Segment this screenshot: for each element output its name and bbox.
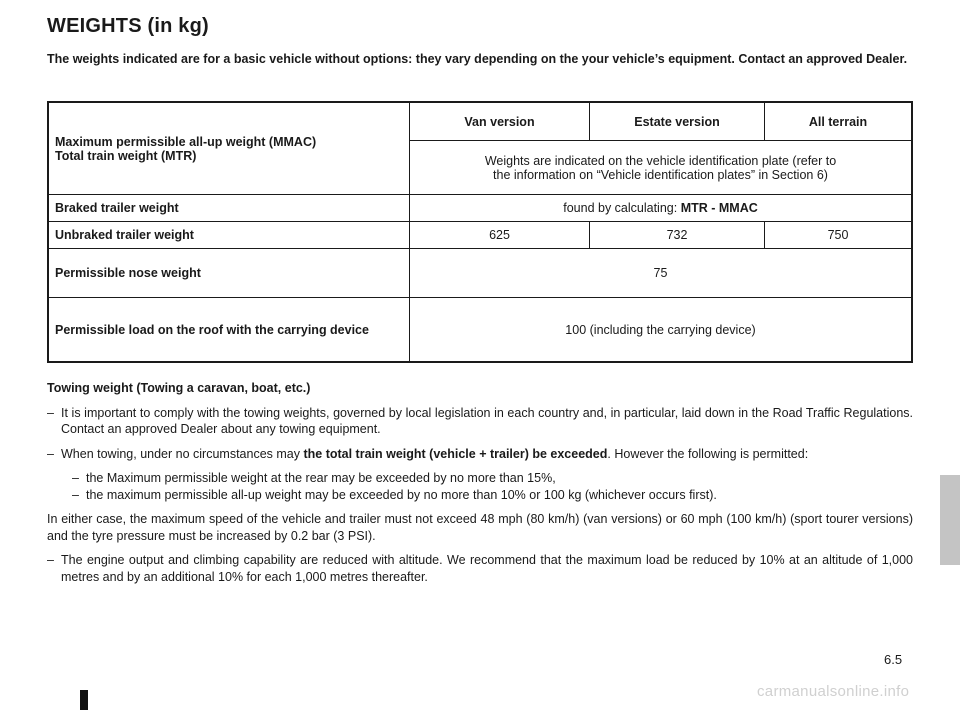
- column-header-van: Van version: [410, 102, 590, 141]
- mtr-label-line2: Total train weight (MTR): [55, 148, 197, 163]
- unbraked-van-value: 625: [410, 222, 590, 249]
- column-header-all-terrain: All terrain: [765, 102, 913, 141]
- plate-note-line1: Weights are indicated on the vehicle identification plate (refer to: [484, 153, 837, 168]
- towing-sub-item-2: the maximum permissible all-up weight may be exceeded by no more than 10% or 100 kg (whichever occurs first).: [86, 487, 717, 502]
- braked-trailer-label: Braked trailer weight: [48, 195, 410, 222]
- page-title: WEIGHTS (in kg): [47, 15, 209, 37]
- dash-mark: –: [47, 553, 54, 567]
- table-row: [48, 222, 912, 249]
- roof-load-label: Permissible load on the roof with the carrying device: [48, 298, 410, 363]
- table-row: [48, 298, 912, 363]
- plate-note: [410, 141, 913, 195]
- dash-mark: –: [72, 471, 79, 485]
- roof-load-value: 100 (including the carrying device): [410, 298, 913, 363]
- intro-paragraph: The weights indicated are for a basic vehicle without options: they vary depending on the your vehicle’s equipment. Contact an approved Dealer.: [47, 52, 908, 66]
- list-item: [47, 470, 913, 487]
- dash-mark: –: [47, 446, 54, 461]
- table-row: [48, 102, 912, 141]
- page-number: 6.5: [884, 652, 903, 667]
- section-tab: [940, 475, 960, 565]
- list-item: [47, 446, 913, 463]
- braked-trailer-value: [410, 195, 913, 222]
- towing-item-2-pre: When towing, under no circumstances may: [61, 446, 304, 461]
- braked-prefix: found by calculating:: [563, 201, 678, 215]
- weights-table: [47, 101, 913, 363]
- column-header-estate: Estate version: [590, 102, 765, 141]
- nose-weight-value: 75: [410, 249, 913, 298]
- towing-item-2-post: . However the following is permitted:: [607, 446, 809, 461]
- towing-sub-item-1: the Maximum permissible weight at the rear may be exceeded by no more than 15%,: [86, 471, 556, 485]
- unbraked-trailer-label: Unbraked trailer weight: [48, 222, 410, 249]
- unbraked-estate-value: 732: [590, 222, 765, 249]
- plate-note-line2: the information on “Vehicle identification plates” in Section 6): [493, 167, 828, 182]
- corner-mark: [80, 690, 88, 710]
- watermark: carmanualsonline.info: [757, 683, 910, 700]
- mmac-label: [48, 102, 410, 195]
- towing-item-3: The engine output and climbing capability are reduced with altitude. We recommend that the maximum load be reduced by 10% at an altitude of 1,000 metres and by an additional 10% for each 1,000 metres thereafter.: [61, 553, 913, 584]
- towing-heading: Towing weight (Towing a caravan, boat, etc.): [47, 381, 311, 395]
- list-item: [47, 487, 913, 504]
- list-item: [47, 552, 913, 585]
- towing-section: [47, 380, 913, 593]
- unbraked-all-terrain-value: 750: [765, 222, 913, 249]
- towing-item-1: It is important to comply with the towing weights, governed by local legislation in each country and, in particular, laid down in the Road Traffic Regulations. Contact an approved Dealer about any towing equipment.: [61, 405, 913, 436]
- towing-item-2-bold: the total train weight (vehicle + trailer) be exceeded: [303, 446, 608, 461]
- table-row: [48, 249, 912, 298]
- nose-weight-label: Permissible nose weight: [48, 249, 410, 298]
- dash-mark: –: [72, 487, 79, 502]
- dash-mark: –: [47, 405, 54, 420]
- list-item: [47, 405, 913, 438]
- mmac-label-line1: Maximum permissible all-up weight (MMAC): [55, 134, 317, 149]
- braked-formula: MTR - MMAC: [680, 201, 758, 215]
- table-row: [48, 195, 912, 222]
- either-case-paragraph: In either case, the maximum speed of the vehicle and trailer must not exceed 48 mph (80 km/h) (van versions) or 60 mph (100 km/h) (sport tourer versions) and the tyre pressure must be increased by 0.2 bar (3 PSI).: [47, 512, 913, 543]
